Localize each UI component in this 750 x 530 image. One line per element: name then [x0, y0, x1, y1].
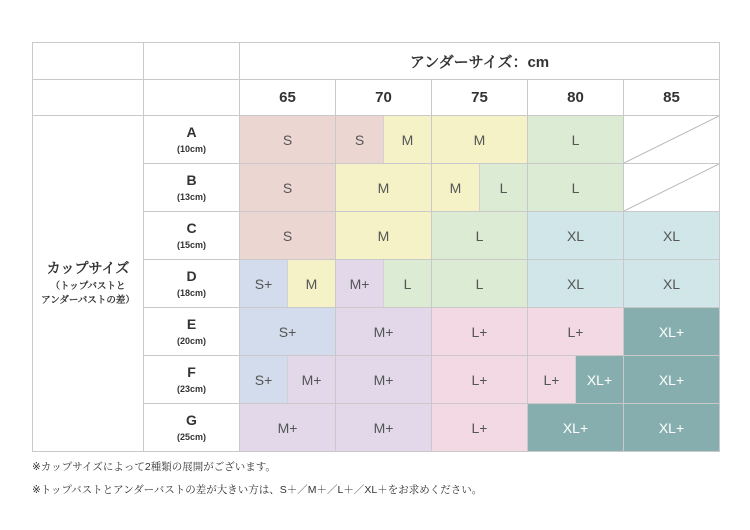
size-label: L+: [432, 404, 527, 451]
size-label: S+: [240, 308, 335, 355]
cup-letter: C: [186, 220, 197, 236]
blank-header-cell: [33, 43, 143, 79]
cup-size-row-label: [144, 356, 239, 403]
size-cell: [336, 356, 431, 403]
size-cell: [240, 164, 335, 211]
size-label: XL+: [528, 404, 623, 451]
size-cell: [624, 212, 719, 259]
size-cell: [336, 308, 431, 355]
size-cell: [240, 212, 335, 259]
size-cell: [240, 308, 335, 355]
size-label: L: [384, 260, 431, 307]
blank-header-cell: [144, 80, 239, 115]
size-cell: [336, 164, 431, 211]
size-label: M+: [240, 404, 335, 451]
size-label: XL+: [624, 404, 719, 451]
size-label: L+: [528, 356, 575, 403]
size-cell: [432, 116, 527, 163]
size-cell: [432, 212, 527, 259]
size-cell: [336, 260, 431, 307]
size-label: M: [432, 116, 527, 163]
size-cell: [528, 260, 623, 307]
under-size-column-header: 65: [240, 80, 335, 115]
size-label: L: [432, 212, 527, 259]
size-cell: [528, 164, 623, 211]
cup-size-note: （トップバストと: [50, 281, 126, 292]
cup-letter: D: [186, 268, 197, 284]
size-cell: [528, 308, 623, 355]
size-cell: [528, 116, 623, 163]
under-size-column-header: 75: [432, 80, 527, 115]
size-cell: [528, 356, 623, 403]
cup-size-row-label: [144, 212, 239, 259]
size-label: M+: [288, 356, 335, 403]
cup-size-row-label: [144, 308, 239, 355]
cup-letter: G: [186, 412, 197, 428]
size-cell: [336, 404, 431, 451]
cup-size-note: アンダーバストの差）: [41, 295, 135, 306]
size-cell: [432, 260, 527, 307]
size-label: S: [240, 164, 335, 211]
size-cell: [336, 116, 431, 163]
size-label: L: [528, 164, 623, 211]
diagonal-line: [624, 164, 719, 211]
size-cell: [336, 212, 431, 259]
under-size-column-header: 85: [624, 80, 719, 115]
cup-letter: F: [187, 364, 196, 380]
size-cell: [624, 404, 719, 451]
size-label: M: [288, 260, 335, 307]
size-label: L: [528, 116, 623, 163]
cup-letter: E: [186, 316, 197, 332]
size-label: XL: [528, 260, 623, 307]
size-cell: [624, 308, 719, 355]
cup-difference: (13cm): [176, 192, 206, 202]
size-cell: [432, 308, 527, 355]
size-label: S: [240, 116, 335, 163]
size-label: XL+: [624, 356, 719, 403]
cup-difference: (10cm): [176, 144, 206, 154]
cup-difference: (15cm): [176, 240, 206, 250]
size-cell: [528, 212, 623, 259]
size-label: S: [336, 116, 383, 163]
size-label: M+: [336, 404, 431, 451]
blank-header-cell: [144, 43, 239, 79]
size-label: XL: [624, 212, 719, 259]
size-label: L+: [432, 308, 527, 355]
size-label: L: [480, 164, 527, 211]
size-label: M+: [336, 308, 431, 355]
cup-size-row-label: [144, 260, 239, 307]
size-label: S: [240, 212, 335, 259]
cup-difference: (20cm): [176, 336, 206, 346]
size-label: L+: [528, 308, 623, 355]
size-label: M: [384, 116, 431, 163]
blank-header-cell: [33, 80, 143, 115]
size-cell: [432, 356, 527, 403]
size-label: S+: [240, 356, 287, 403]
size-cell: [240, 356, 335, 403]
size-label: M: [432, 164, 479, 211]
size-cell: [240, 116, 335, 163]
size-cell: [624, 260, 719, 307]
size-label: M+: [336, 356, 431, 403]
cup-difference: (23cm): [176, 384, 206, 394]
cup-size-row-label: [144, 404, 239, 451]
cup-letter: B: [186, 172, 197, 188]
size-cell: [240, 404, 335, 451]
diagonal-line: [624, 116, 719, 163]
size-label: M: [336, 164, 431, 211]
cup-size-row-label: [144, 164, 239, 211]
size-chart-table: [32, 42, 720, 452]
size-cell: [432, 164, 527, 211]
cup-size-row-header: [33, 116, 143, 451]
size-label: XL: [624, 260, 719, 307]
size-cell-unavailable: [624, 164, 719, 211]
cup-size-row-label: [144, 116, 239, 163]
size-label: XL+: [624, 308, 719, 355]
size-cell: [240, 260, 335, 307]
size-cell: [528, 404, 623, 451]
under-size-column-header: 70: [336, 80, 431, 115]
cup-difference: (25cm): [176, 432, 206, 442]
cup-size-title: カップサイズ: [46, 260, 130, 276]
under-size-column-header: 80: [528, 80, 623, 115]
size-label: XL+: [576, 356, 623, 403]
cup-letter: A: [186, 124, 197, 140]
size-label: M+: [336, 260, 383, 307]
size-label: L+: [432, 356, 527, 403]
size-label: M: [336, 212, 431, 259]
size-label: S+: [240, 260, 287, 307]
under-size-header: アンダーサイズ：cm: [240, 43, 719, 79]
size-label: XL: [528, 212, 623, 259]
footnote: ※トップバストとアンダーバストの差が大きい方は、S＋／M＋／L＋／XL＋をお求めください。: [32, 484, 483, 496]
cup-difference: (18cm): [176, 288, 206, 298]
size-label: L: [432, 260, 527, 307]
size-cell-unavailable: [624, 116, 719, 163]
size-cell: [624, 356, 719, 403]
footnote: ※カップサイズによって2種類の展開がございます。: [32, 461, 276, 473]
size-cell: [432, 404, 527, 451]
